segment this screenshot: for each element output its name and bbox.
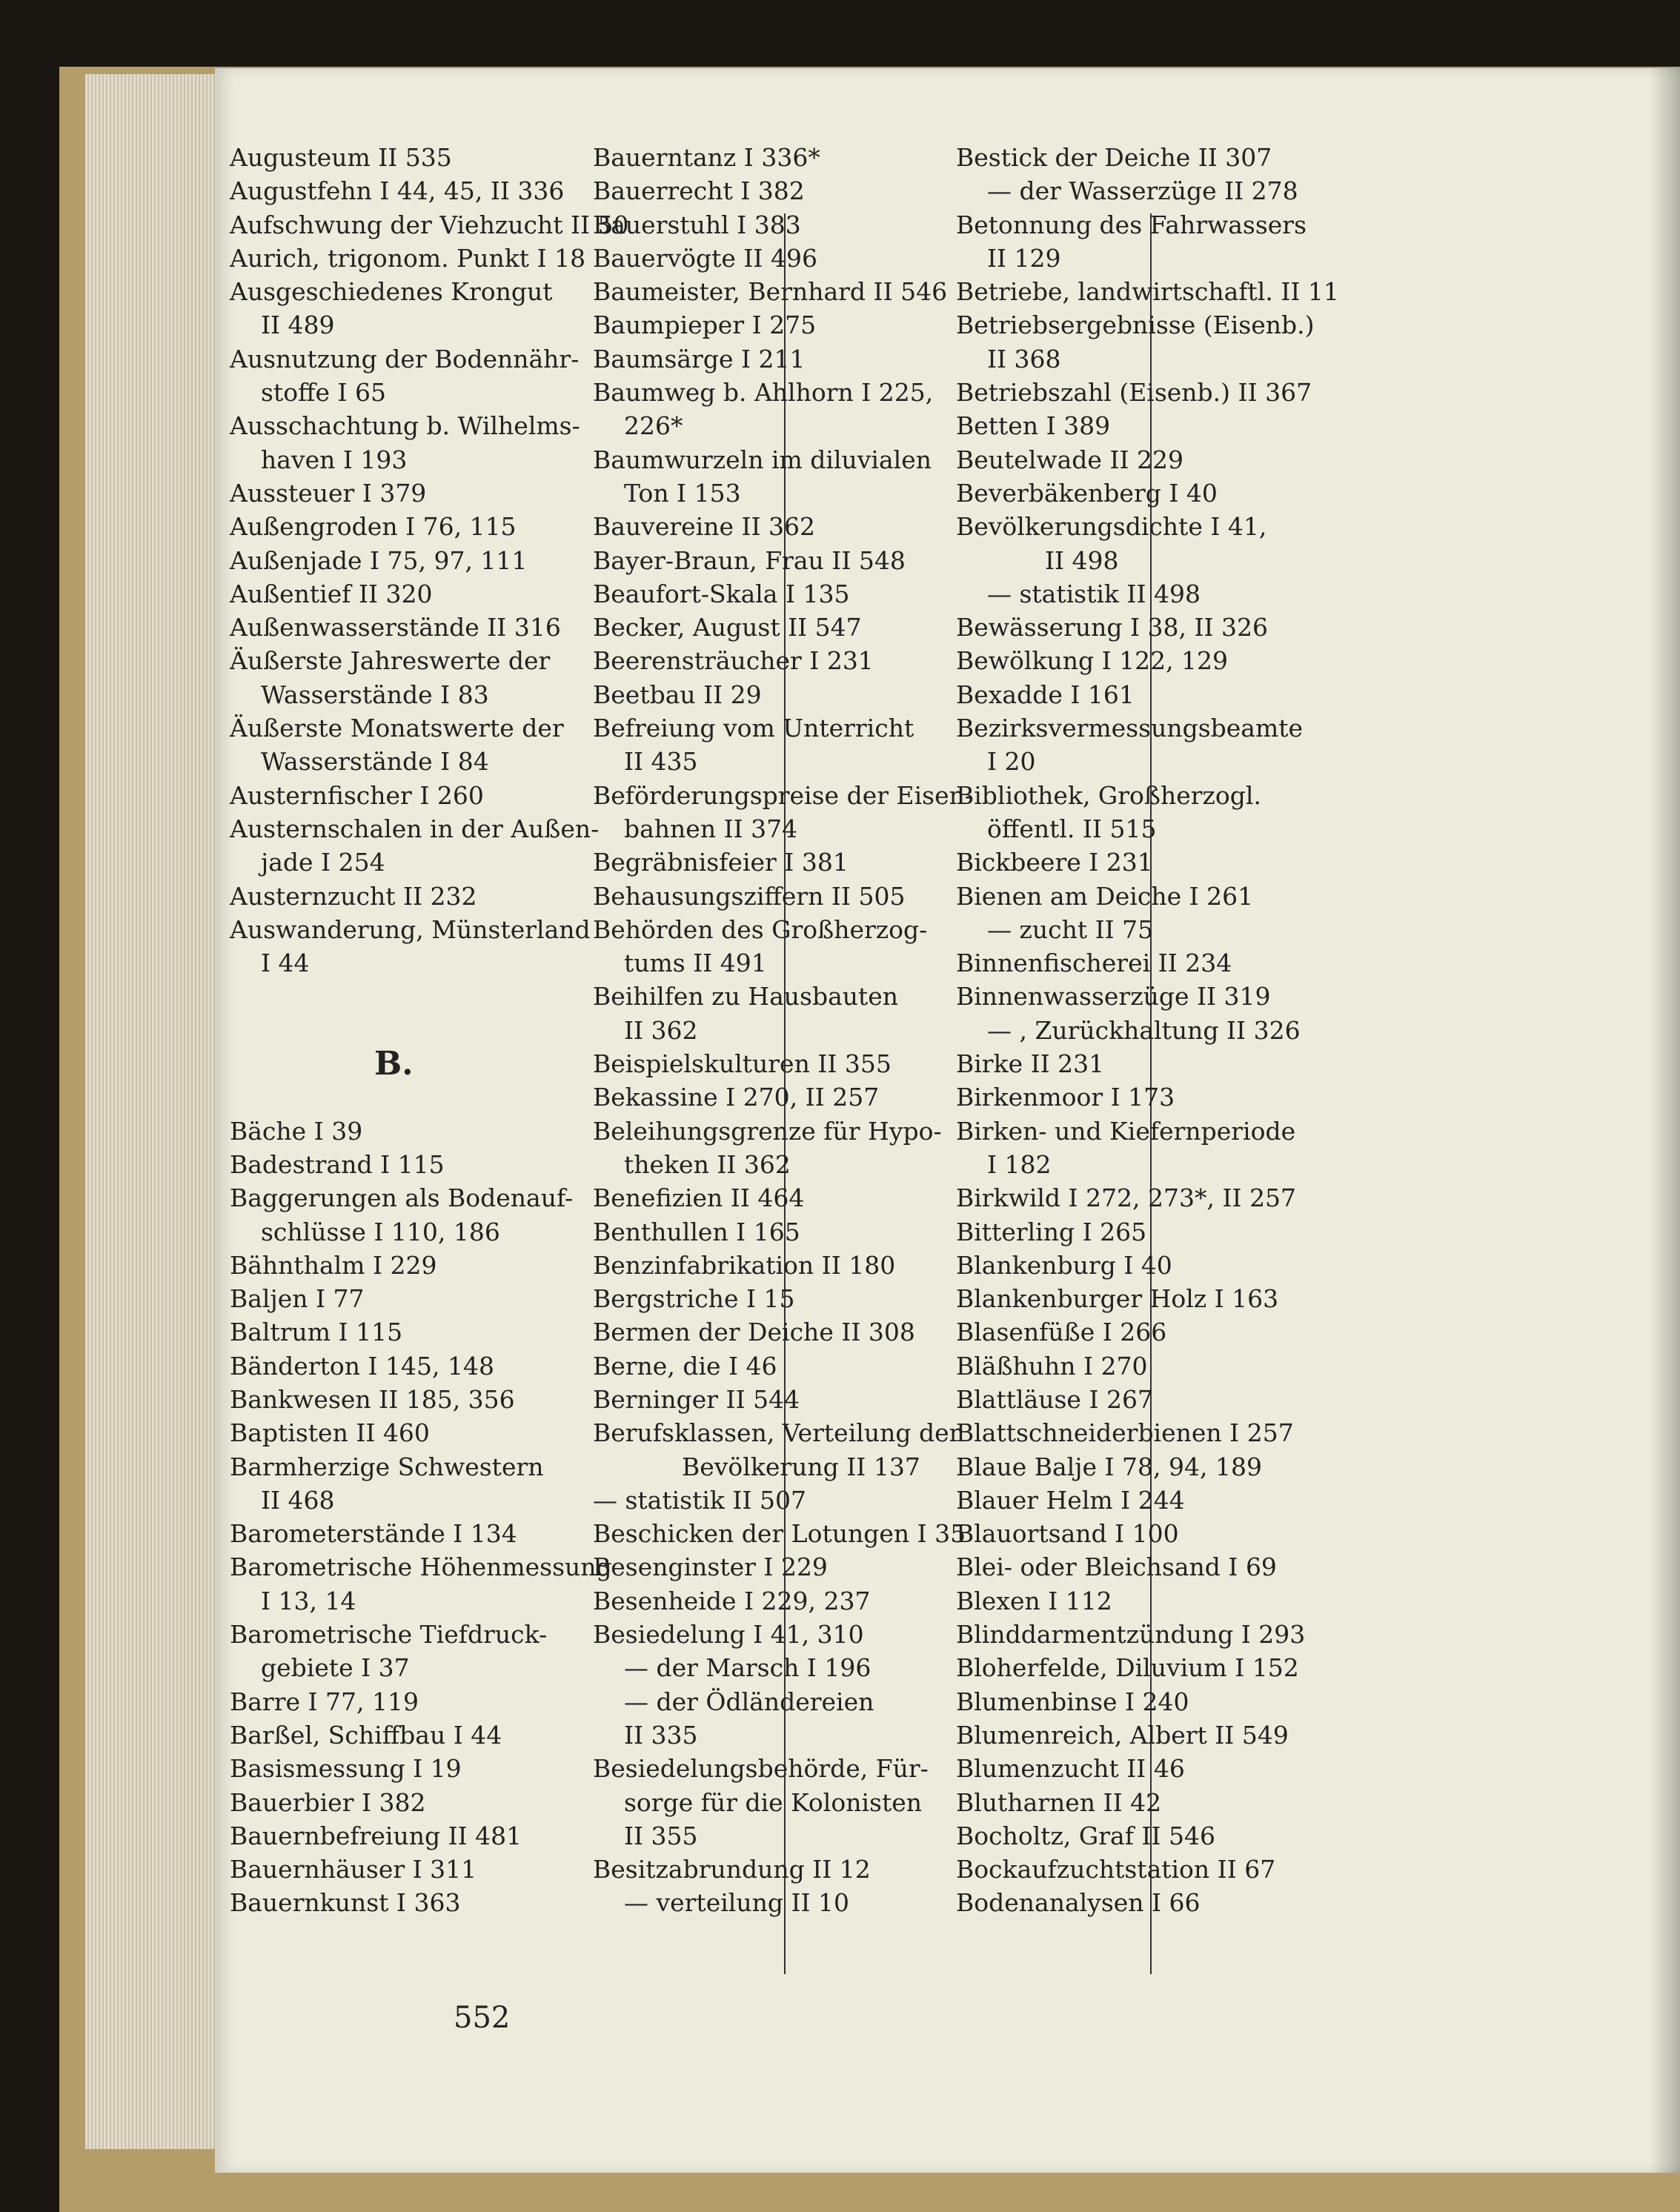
index-entry-continuation: — der Ödländereien xyxy=(624,1687,874,1716)
index-entry: Besenginster I 229 xyxy=(593,1552,828,1582)
index-entry: Beverbäkenberg I 40 xyxy=(956,478,1218,508)
index-entry: Blumenzucht II 46 xyxy=(956,1754,1185,1784)
index-entry-continuation: II 355 xyxy=(624,1821,698,1850)
index-entry: Bestick der Deiche II 307 xyxy=(956,143,1272,172)
index-entry: Ausschachtung b. Wilhelms- xyxy=(230,411,580,441)
index-entry: Bankwesen II 185, 356 xyxy=(230,1384,515,1414)
index-column-3 xyxy=(956,141,1490,1920)
index-entry: Bienen am Deiche I 261 xyxy=(956,881,1254,911)
index-entry: Blauer Helm I 244 xyxy=(956,1485,1185,1515)
index-entry: Besiedelung I 41, 310 xyxy=(593,1620,864,1650)
section-heading: B. xyxy=(374,1045,414,1083)
index-entry: Blutharnen II 42 xyxy=(956,1787,1162,1817)
index-entry: Besitzabrundung II 12 xyxy=(593,1855,871,1884)
index-entry-continuation: I 44 xyxy=(261,949,310,978)
index-entry: Betriebszahl (Eisenb.) II 367 xyxy=(956,378,1312,408)
index-entry: Barometerstände I 134 xyxy=(230,1519,517,1549)
index-entry-continuation: II 468 xyxy=(261,1485,335,1515)
index-entry: Baljen I 77 xyxy=(230,1284,365,1314)
index-entry-continuation: tums II 491 xyxy=(624,949,767,978)
index-entry: Blattläuse I 267 xyxy=(956,1384,1153,1414)
index-entry: Bauernbefreiung II 481 xyxy=(230,1821,522,1850)
index-entry: Bodenanalysen I 66 xyxy=(956,1888,1201,1918)
index-entry: Birkwild I 272, 273*, II 257 xyxy=(956,1183,1297,1213)
index-entry: Bewölkung I 122, 129 xyxy=(956,646,1229,676)
index-entry-continuation: — verteilung II 10 xyxy=(624,1888,850,1918)
index-entry: Binnenwasserzüge II 319 xyxy=(956,982,1271,1012)
index-entry: Bauervögte II 496 xyxy=(593,243,817,273)
index-entry: Austernfischer I 260 xyxy=(230,780,484,810)
index-entry: Bauerbier I 382 xyxy=(230,1787,426,1817)
index-entry-continuation: jade I 254 xyxy=(261,848,385,877)
index-entry-continuation: gebiete I 37 xyxy=(261,1653,410,1683)
index-entry: Binnenfischerei II 234 xyxy=(956,949,1232,978)
index-entry-continuation: — , Zurückhaltung II 326 xyxy=(987,1015,1301,1045)
index-entry-continuation: Ton I 153 xyxy=(624,478,741,508)
index-entry: Baltrum I 115 xyxy=(230,1318,403,1347)
index-entry: Begräbnisfeier I 381 xyxy=(593,848,849,877)
index-entry: Barre I 77, 119 xyxy=(230,1687,419,1716)
index-entry: Barometrische Höhenmessung xyxy=(230,1552,612,1582)
index-entry-continuation: II 498 xyxy=(1045,545,1119,575)
index-entry: Blankenburger Holz I 163 xyxy=(956,1284,1279,1314)
index-entry: Beutelwade II 229 xyxy=(956,445,1183,474)
index-entry: Beerensträucher I 231 xyxy=(593,646,874,676)
index-entry: Blasenfüße I 266 xyxy=(956,1318,1167,1347)
index-entry: Bewässerung I 38, II 326 xyxy=(956,613,1269,642)
index-entry: Betten I 389 xyxy=(956,411,1111,441)
index-entry: Beihilfen zu Hausbauten xyxy=(593,982,899,1012)
index-entry: Bauerntanz I 336* xyxy=(593,143,820,172)
index-entry: Bergstriche I 15 xyxy=(593,1284,795,1314)
index-entry: Austernzucht II 232 xyxy=(230,881,477,911)
index-entry: Bauerrecht I 382 xyxy=(593,176,805,206)
index-entry: Außengroden I 76, 115 xyxy=(230,512,517,542)
index-entry: Basismessung I 19 xyxy=(230,1754,462,1784)
index-entry: Birken- und Kiefernperiode xyxy=(956,1116,1296,1146)
index-entry-continuation: II 489 xyxy=(261,310,335,340)
index-entry: Bänderton I 145, 148 xyxy=(230,1351,494,1381)
index-entry: Berne, die I 46 xyxy=(593,1351,777,1381)
index-entry: Augustfehn I 44, 45, II 336 xyxy=(230,176,565,206)
index-entry-continuation: — statistik II 498 xyxy=(987,579,1201,608)
index-entry: Badestrand I 115 xyxy=(230,1149,445,1179)
index-entry: Berufsklassen, Verteilung der xyxy=(593,1418,961,1448)
index-entry: Blaue Balje I 78, 94, 189 xyxy=(956,1452,1262,1481)
index-entry: Außenwasserstände II 316 xyxy=(230,613,561,642)
index-entry: Blinddarmentzündung I 293 xyxy=(956,1620,1306,1650)
index-entry: — statistik II 507 xyxy=(593,1485,806,1515)
index-entry-continuation: — der Marsch I 196 xyxy=(624,1653,871,1683)
index-entry: Baumpieper I 275 xyxy=(593,310,817,340)
index-entry: Bauernhäuser I 311 xyxy=(230,1855,477,1884)
index-entry: Äußerste Jahreswerte der xyxy=(230,646,551,676)
index-entry: Behausungsziffern II 505 xyxy=(593,881,906,911)
index-entry: Birke II 231 xyxy=(956,1049,1105,1079)
index-entry: Blexen I 112 xyxy=(956,1586,1112,1615)
index-entry: Ausnutzung der Bodennähr- xyxy=(230,344,580,373)
index-entry-continuation: theken II 362 xyxy=(624,1149,791,1179)
index-entry: Augusteum II 535 xyxy=(230,143,452,172)
index-entry: Bocholtz, Graf II 546 xyxy=(956,1821,1215,1850)
index-entry: Besiedelungsbehörde, Für- xyxy=(593,1754,929,1784)
index-entry: Bloherfelde, Diluvium I 152 xyxy=(956,1653,1299,1683)
index-entry: Baggerungen als Bodenauf- xyxy=(230,1183,574,1213)
index-entry: Blumenbinse I 240 xyxy=(956,1687,1189,1716)
index-entry: Bähnthalm I 229 xyxy=(230,1250,437,1280)
index-entry: Bläßhuhn I 270 xyxy=(956,1351,1148,1381)
index-entry: Bauernkunst I 363 xyxy=(230,1888,461,1918)
index-entry: Bibliothek, Großherzogl. xyxy=(956,780,1261,810)
index-entry: Baumweg b. Ahlhorn I 225, xyxy=(593,378,934,408)
index-entry: Außentief II 320 xyxy=(230,579,433,608)
index-entry: Bauvereine II 362 xyxy=(593,512,816,542)
index-entry: Beispielskulturen II 355 xyxy=(593,1049,892,1079)
index-entry: Bayer-Braun, Frau II 548 xyxy=(593,545,906,575)
index-entry: Blei- oder Bleichsand I 69 xyxy=(956,1552,1277,1582)
index-entry-continuation: II 435 xyxy=(624,747,698,777)
index-entry: Bäche I 39 xyxy=(230,1116,363,1146)
index-entry-continuation: Wasserstände I 84 xyxy=(261,747,489,777)
index-entry-continuation: II 129 xyxy=(987,243,1061,273)
index-entry: Auswanderung, Münsterland xyxy=(230,914,591,944)
index-entry-continuation: I 13, 14 xyxy=(261,1586,356,1615)
index-entry: Beförderungspreise der Eisen- xyxy=(593,780,973,810)
index-entry-continuation: stoffe I 65 xyxy=(261,378,387,408)
index-entry: Befreiung vom Unterricht xyxy=(593,714,914,743)
index-entry-continuation: sorge für die Kolonisten xyxy=(624,1787,922,1817)
index-entry-continuation: Bevölkerung II 137 xyxy=(682,1452,920,1481)
index-entry-continuation: 226* xyxy=(624,411,683,441)
page-edges xyxy=(85,74,219,2149)
index-entry-continuation: — zucht II 75 xyxy=(987,914,1154,944)
index-entry-continuation: haven I 193 xyxy=(261,445,408,474)
index-entry: Blattschneiderbienen I 257 xyxy=(956,1418,1294,1448)
index-entry: Baumwurzeln im diluvialen xyxy=(593,445,932,474)
index-entry: Aufschwung der Viehzucht II 50 xyxy=(230,210,629,239)
index-entry: Bermen der Deiche II 308 xyxy=(593,1318,915,1347)
index-entry: Betriebsergebnisse (Eisenb.) xyxy=(956,310,1315,340)
index-entry-continuation: II 362 xyxy=(624,1015,698,1045)
index-entry-continuation: Wasserstände I 83 xyxy=(261,680,489,709)
index-entry: Bevölkerungsdichte I 41, xyxy=(956,512,1267,542)
index-entry: Betriebe, landwirtschaftl. II 11 xyxy=(956,277,1339,307)
index-entry: Beleihungsgrenze für Hypo- xyxy=(593,1116,942,1146)
index-entry: Benefizien II 464 xyxy=(593,1183,805,1213)
index-entry: Blumenreich, Albert II 549 xyxy=(956,1720,1289,1750)
index-entry: Bitterling I 265 xyxy=(956,1217,1147,1246)
index-entry: Bezirksvermessungsbeamte xyxy=(956,714,1304,743)
index-entry: Benzinfabrikation II 180 xyxy=(593,1250,896,1280)
index-entry-continuation: bahnen II 374 xyxy=(624,814,798,843)
index-entry: Betonnung des Fahrwassers xyxy=(956,210,1307,239)
index-entry: Beetbau II 29 xyxy=(593,680,762,709)
index-entry: Außenjade I 75, 97, 111 xyxy=(230,545,528,575)
index-entry: Baumeister, Bernhard II 546 xyxy=(593,277,948,307)
index-entry-continuation: — der Wasserzüge II 278 xyxy=(987,176,1298,206)
page-number: 552 xyxy=(454,2001,511,2035)
gutter-shadow xyxy=(1650,68,1680,2173)
index-entry-continuation: I 182 xyxy=(987,1149,1052,1179)
index-entry: Birkenmoor I 173 xyxy=(956,1083,1175,1112)
index-entry: Barßel, Schiffbau I 44 xyxy=(230,1720,502,1750)
index-entry: Äußerste Monatswerte der xyxy=(230,714,564,743)
index-entry: Beschicken der Lotungen I 35 xyxy=(593,1519,966,1549)
index-entry-continuation: schlüsse I 110, 186 xyxy=(261,1217,500,1246)
index-entry: Baptisten II 460 xyxy=(230,1418,430,1448)
index-entry-continuation: II 368 xyxy=(987,344,1061,373)
index-entry: Beaufort-Skala I 135 xyxy=(593,579,850,608)
index-entry-continuation: II 335 xyxy=(624,1720,698,1750)
index-entry: Aussteuer I 379 xyxy=(230,478,427,508)
index-entry: Bickbeere I 231 xyxy=(956,848,1153,877)
index-entry: Benthullen I 165 xyxy=(593,1217,800,1246)
index-entry: Berninger II 544 xyxy=(593,1384,800,1414)
index-entry-continuation: öffentl. II 515 xyxy=(987,814,1157,843)
index-entry: Baumsärge I 211 xyxy=(593,344,806,373)
index-entry: Bauerstuhl I 383 xyxy=(593,210,801,239)
index-entry-continuation: I 20 xyxy=(987,747,1036,777)
index-entry: Bockaufzuchtstation II 67 xyxy=(956,1855,1276,1884)
index-entry: Ausgeschiedenes Krongut xyxy=(230,277,553,307)
index-entry: Blauortsand I 100 xyxy=(956,1519,1179,1549)
index-entry: Bexadde I 161 xyxy=(956,680,1135,709)
index-entry: Behörden des Großherzog- xyxy=(593,914,928,944)
index-entry: Blankenburg I 40 xyxy=(956,1250,1172,1280)
index-entry: Austernschalen in der Außen- xyxy=(230,814,600,843)
index-entry: Barometrische Tiefdruck- xyxy=(230,1620,548,1650)
index-entry: Besenheide I 229, 237 xyxy=(593,1586,871,1615)
index-entry: Becker, August II 547 xyxy=(593,613,862,642)
index-entry: Barmherzige Schwestern xyxy=(230,1452,544,1481)
index-entry: Bekassine I 270, II 257 xyxy=(593,1083,880,1112)
index-entry: Aurich, trigonom. Punkt I 18 xyxy=(230,243,586,273)
